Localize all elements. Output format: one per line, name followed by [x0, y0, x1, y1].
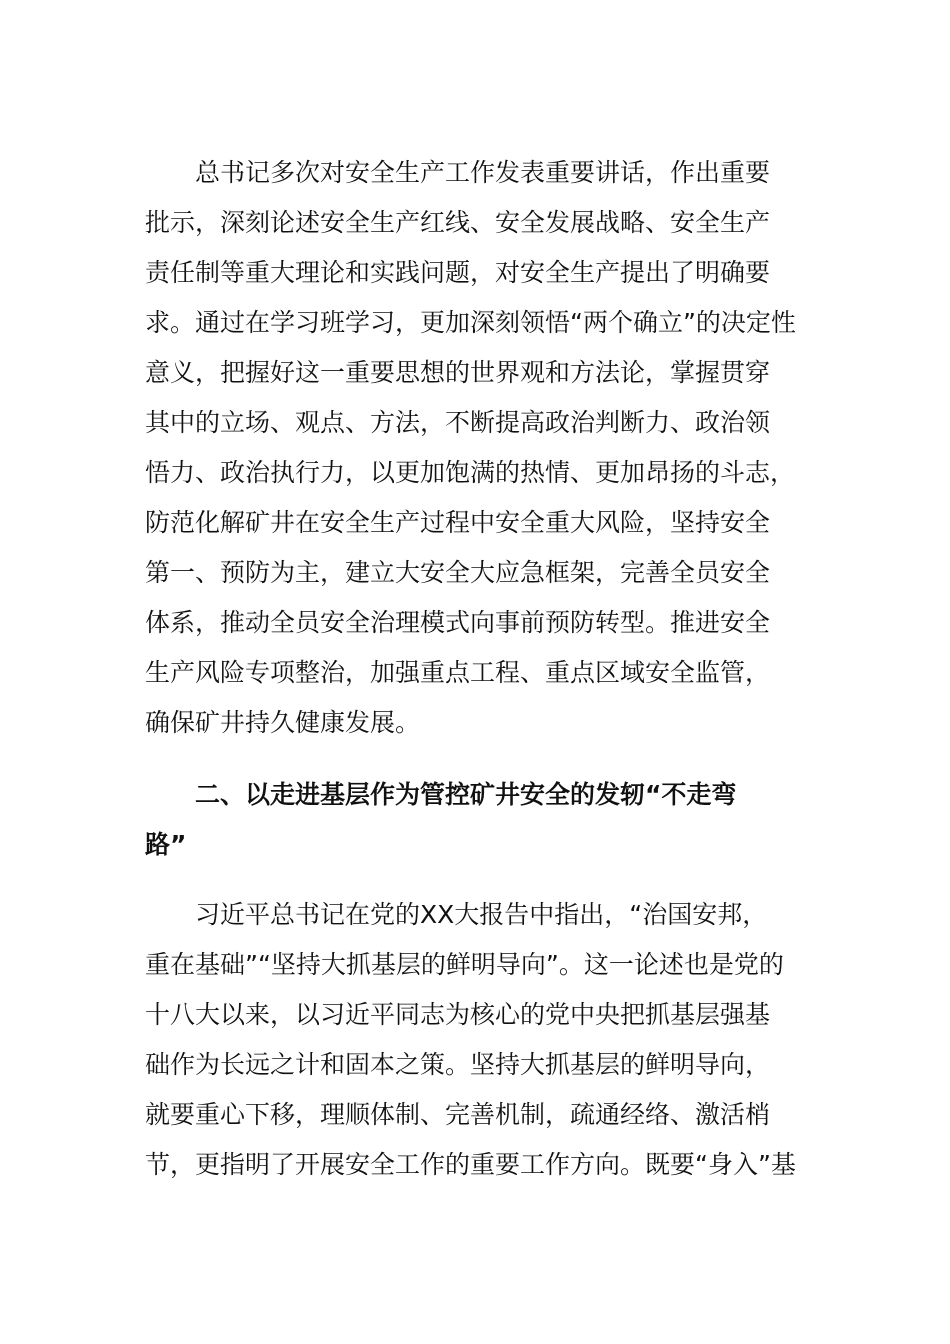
paragraph-line: 习近平总书记在党的XX大报告中指出，“治国安邦， [195, 900, 768, 929]
paragraph-line: 求。通过在学习班学习，更加深刻领悟“两个确立”的决定性 [145, 308, 796, 337]
paragraph-line: 批示，深刻论述安全生产红线、安全发展战略、安全生产 [145, 208, 771, 237]
paragraph-line: 重在基础”“坚持大抓基层的鲜明导向”。这一论述也是党的 [145, 950, 784, 979]
paragraph-line: 总书记多次对安全生产工作发表重要讲话，作出重要 [195, 158, 771, 187]
heading-line: 二、以走进基层作为管控矿井安全的发轫“不走弯 [195, 780, 737, 809]
paragraph-line: 悟力、政治执行力，以更加饱满的热情、更加昂扬的斗志， [145, 458, 796, 487]
paragraph-line: 第一、预防为主，建立大安全大应急框架，完善全员安全 [145, 558, 771, 587]
paragraph-line: 其中的立场、观点、方法，不断提高政治判断力、政治领 [145, 408, 771, 437]
paragraph-line: 确保矿井持久健康发展。 [145, 708, 421, 737]
paragraph-line: 十八大以来，以习近平同志为核心的党中央把抓基层强基 [145, 1000, 771, 1029]
paragraph-line: 体系，推动全员安全治理模式向事前预防转型。推进安全 [145, 608, 771, 637]
paragraph-line: 生产风险专项整治，加强重点工程、重点区域安全监管， [145, 658, 771, 687]
paragraph-line: 防范化解矿井在安全生产过程中安全重大风险，坚持安全 [145, 508, 771, 537]
paragraph-line: 就要重心下移，理顺体制、完善机制，疏通经络、激活梢 [145, 1100, 771, 1129]
paragraph-line: 节，更指明了开展安全工作的重要工作方向。既要“身入”基 [145, 1150, 796, 1179]
heading-line: 路” [145, 830, 187, 859]
paragraph-line: 础作为长远之计和固本之策。坚持大抓基层的鲜明导向， [145, 1050, 771, 1079]
paragraph-line: 责任制等重大理论和实践问题，对安全生产提出了明确要 [145, 258, 771, 287]
paragraph-line: 意义，把握好这一重要思想的世界观和方法论，掌握贯穿 [145, 358, 771, 387]
